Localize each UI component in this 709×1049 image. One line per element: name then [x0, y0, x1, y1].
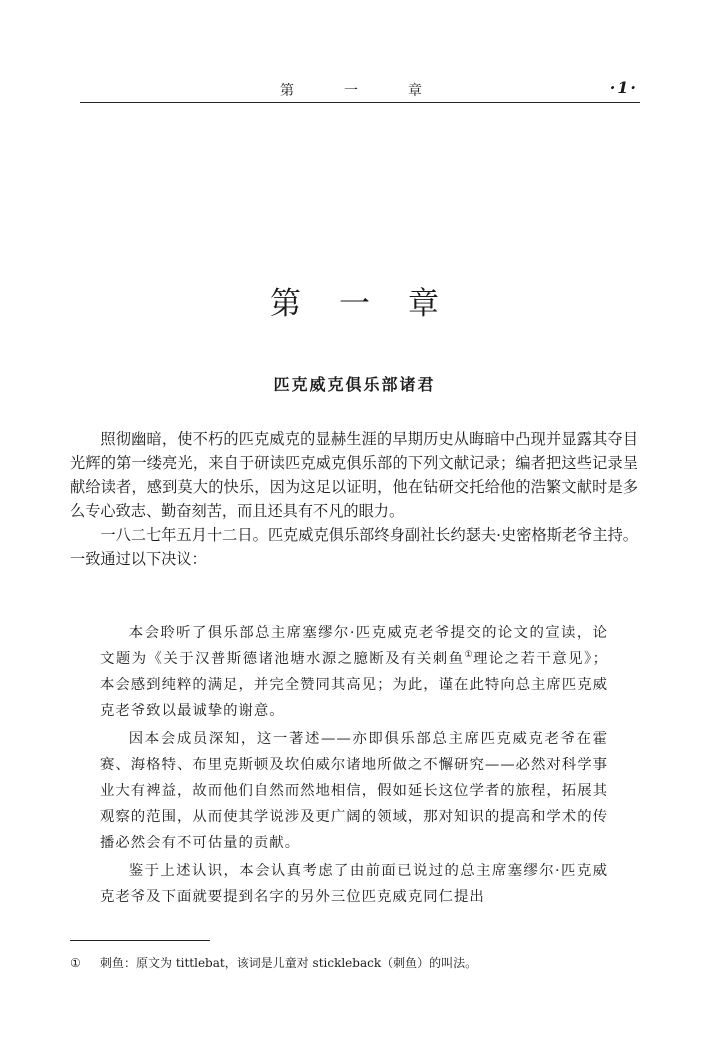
footnote: [70, 955, 630, 971]
chapter-title: 第一章: [270, 286, 477, 322]
quote-paragraph: [100, 620, 608, 724]
page-number: ·1·: [609, 78, 638, 97]
header-rule: [80, 102, 640, 103]
quote-text: 理论之若干意见》；本会感到纯粹的满足，并完全赞同其高见；为此，谨在此特向总主席匹克威克老爷致以最诚挚的谢意。: [100, 651, 608, 719]
body-text: [70, 427, 638, 571]
resolution-quote: [100, 620, 608, 910]
running-head: [80, 78, 640, 102]
quote-paragraph: 因本会成员深知，这一著述——亦即俱乐部总主席匹克威克老爷在霍赛、海格特、布里克斯顿及坎伯威尔诸地所做之不懈研究——必然对科学事业大有裨益，故而他们自然而然地相信，假如延长这位学者的旅程，拓展其观察的范围，从而使其学说涉及更广阔的领域，那对知识的提高和学术的传播必然会有不可估量的贡献。: [100, 731, 608, 851]
section-title: 匹克威克俱乐部诸君: [273, 375, 436, 394]
quote-paragraph: 鉴于上述认识，本会认真考虑了由前面已说过的总主席塞缪尔·匹克威克老爷及下面就要提到名字的另外三位匹克威克同仁提出: [100, 863, 608, 905]
paragraph: 照彻幽暗，使不朽的匹克威克的显赫生涯的早期历史从晦暗中凸现并显露其夺目光辉的第一缕亮光，来自于研读匹克威克俱乐部的下列文献记录；编者把这些记录呈献给读者，感到莫大的快乐，因为这足以证明，他在钻研交托给他的浩繁文献时是多么专心致志、勤奋刻苦，而且还具有不凡的眼力。: [70, 430, 638, 520]
footnote-rule: [70, 940, 210, 941]
footnote-reference[interactable]: ①: [464, 650, 474, 660]
quote-text: 本会聆听了俱乐部总主席塞缪尔·匹克威克老爷提交的论文的宣读，论文题为《关于汉普斯德诸池塘水源之臆断及有关刺鱼: [100, 625, 608, 667]
footnote-mark: ①: [70, 956, 81, 970]
paragraph: 一八二七年五月十二日。匹克威克俱乐部终身副社长约瑟夫·史密格斯老爷主持。一致通过以下决议：: [70, 526, 638, 568]
footnote-text: 刺鱼：原文为 tittlebat，该词是儿童对 stickleback（刺鱼）的叫法。: [100, 956, 478, 970]
running-head-title: 第 一 章: [280, 83, 440, 99]
